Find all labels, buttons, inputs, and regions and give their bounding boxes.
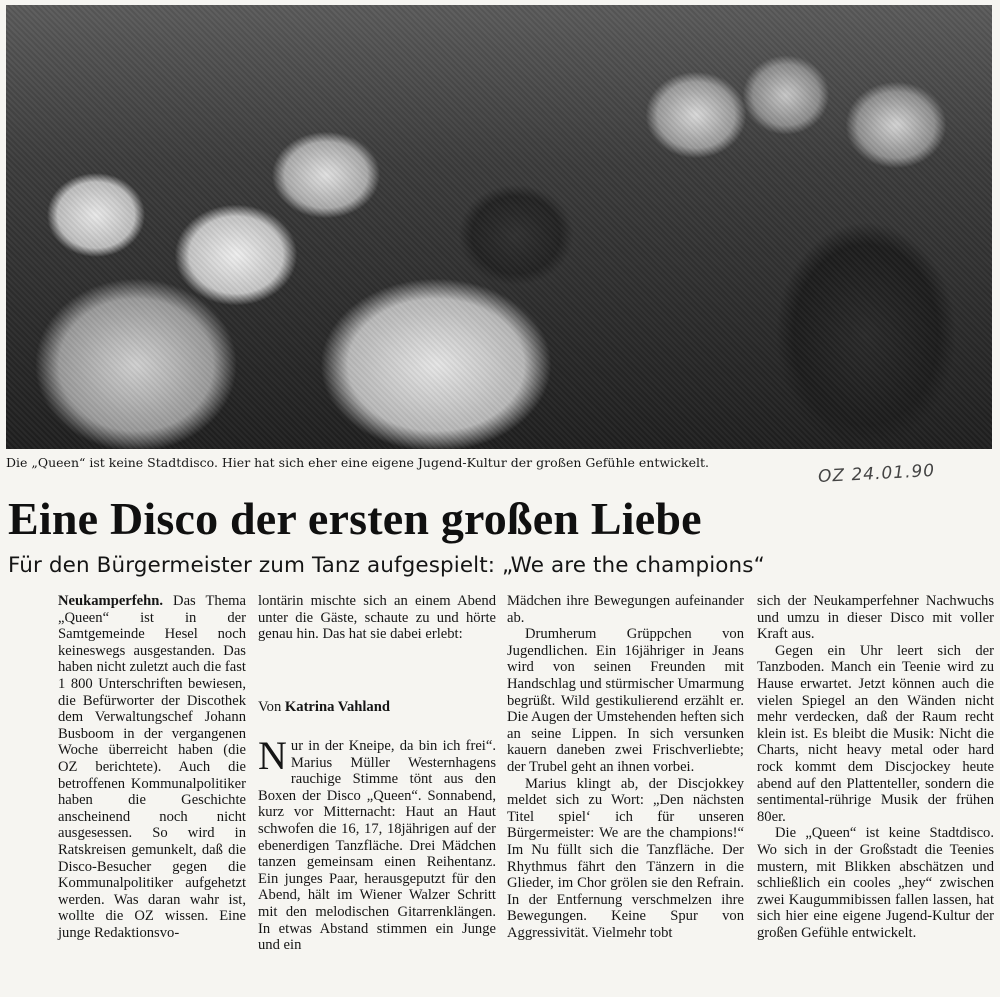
column-3-paragraph-3: Marius klingt ab, der Discjokkey meldet sich zu Wort: „Den nächsten Titel spiel‘ ich für unseren Bürgermeister: We are the champions!“ Im Nu füllt sich die Tanzfläche. Der Rhythmus fährt den Tänzern in die Glieder, im Chor grölen sie den Refrain. In der Entfernung verschmelzen ihre Bewegungen. Keine Spur von Aggressivität. Vielmehr tobt [507,775,744,941]
photo-grain [6,5,992,449]
byline [258,699,496,716]
dateline: Neukamperfehn. [58,593,163,609]
column-1-text: Das Thema „Queen“ ist in der Samtgemeinde Hesel noch keineswegs ausgestanden. Das haben nicht zuletzt auch die fast 1 800 Unterschriften bewiesen, die Befürworter der Discothek dem Verwaltungschef Johann Busboom in der vergangenen Woche überreicht haben (die OZ berichtete). Auch die betroffenen Kommunalpolitiker haben die Geschichte anscheinend noch nicht ausgesessen. So wird in Ratskreisen gemunkelt, daß die Disco-Besucher gegen die Kommunalpolitiker aufgehetzt werden. Was daran wahr ist, wollte die OZ wissen. Eine junge Redaktionsvo- [58,593,246,941]
column-3-paragraph-2: Drumherum Grüppchen von Jugendlichen. Ein 16jähriger in Jeans wird von seinen Freunden mit Handschlag und stürmischer Umarmung begrüßt. Wild gestikulierend erzählt er. Die Augen der Umstehenden heften sich an seine Lippen. In sich versunken kauern daneben zwei Frischverliebte; der Trubel geht an ihnen vorbei. [507,626,744,775]
byline-prefix: Von [258,699,282,715]
photo-caption: Die „Queen“ ist keine Stadtdisco. Hier hat sich eher eine eigene Jugend-Kultur der großen Gefühle entwickelt. [6,455,710,470]
article-column-1 [58,593,246,941]
article-column-4 [757,593,994,941]
column-4-paragraph-1: sich der Neukamperfehner Nachwuchs und umzu in dieser Disco mit voller Kraft aus. [757,593,994,643]
disco-crowd-photo [6,5,992,449]
column-3-paragraph-1: Mädchen ihre Bewegungen aufeinander ab. [507,593,744,626]
column-4-paragraph-2: Gegen ein Uhr leert sich der Tanzboden. Manch ein Teenie wird zu Hause erwartet. Jetzt können auch die vielen Spiegel an den Wänden nicht mehr verdecken, daß der Raum recht klein ist. Es bleibt die Musik: Nicht die Charts, nicht heavy metal oder hard rock kommt dem Discjockey heute abend auf den Plattenteller, sondern die sentimental-rührige Musik der frühen 80er. [757,642,994,825]
article-subheadline: Für den Bürgermeister zum Tanz aufgespielt: „We are the champions“ [8,553,765,578]
article-headline: Eine Disco der ersten großen Liebe [8,493,702,544]
column-2-text: ur in der Kneipe, da bin ich frei“. Marius Müller Westernhagens rauchige Stimme tönt aus den Boxen der Disco „Queen“. Sonnabend, kurz vor Mitternacht: Haut an Haut schwofen die 16, 17, 18jährigen auf der ebenerdigen Tanzfläche. Drei Mädchen tanzen gemeinsam einen Reihentanz. Ein junges Paar, herausgeputzt für den Abend, hält im Wiener Walzer Schritt mit den melodischen Gitarrenklängen. In etwas Abstand stimmen ein Junge und ein [258,738,496,954]
handwritten-date-note: OZ 24.01.90 [817,460,936,488]
author-name: Katrina Vahland [284,699,390,715]
article-column-2-body [258,733,496,954]
drop-cap: N [258,733,287,778]
column-2-intro: lontärin mischte sich an einem Abend unter die Gäste, schaute zu und hörte genau hin. Das hat sie dabei erlebt: [258,593,496,643]
article-column-2-top [258,593,496,643]
column-4-paragraph-3: Die „Queen“ ist keine Stadtdisco. Wo sich in der Großstadt die Teenies mustern, mit Blikken abschätzen und schließlich ein cooles „hey“ zwischen zwei Kaugummibissen fallen lassen, hat sich hier eine eigene Jugend-Kultur der großen Gefühle entwickelt. [757,825,994,941]
article-column-3 [507,593,744,941]
